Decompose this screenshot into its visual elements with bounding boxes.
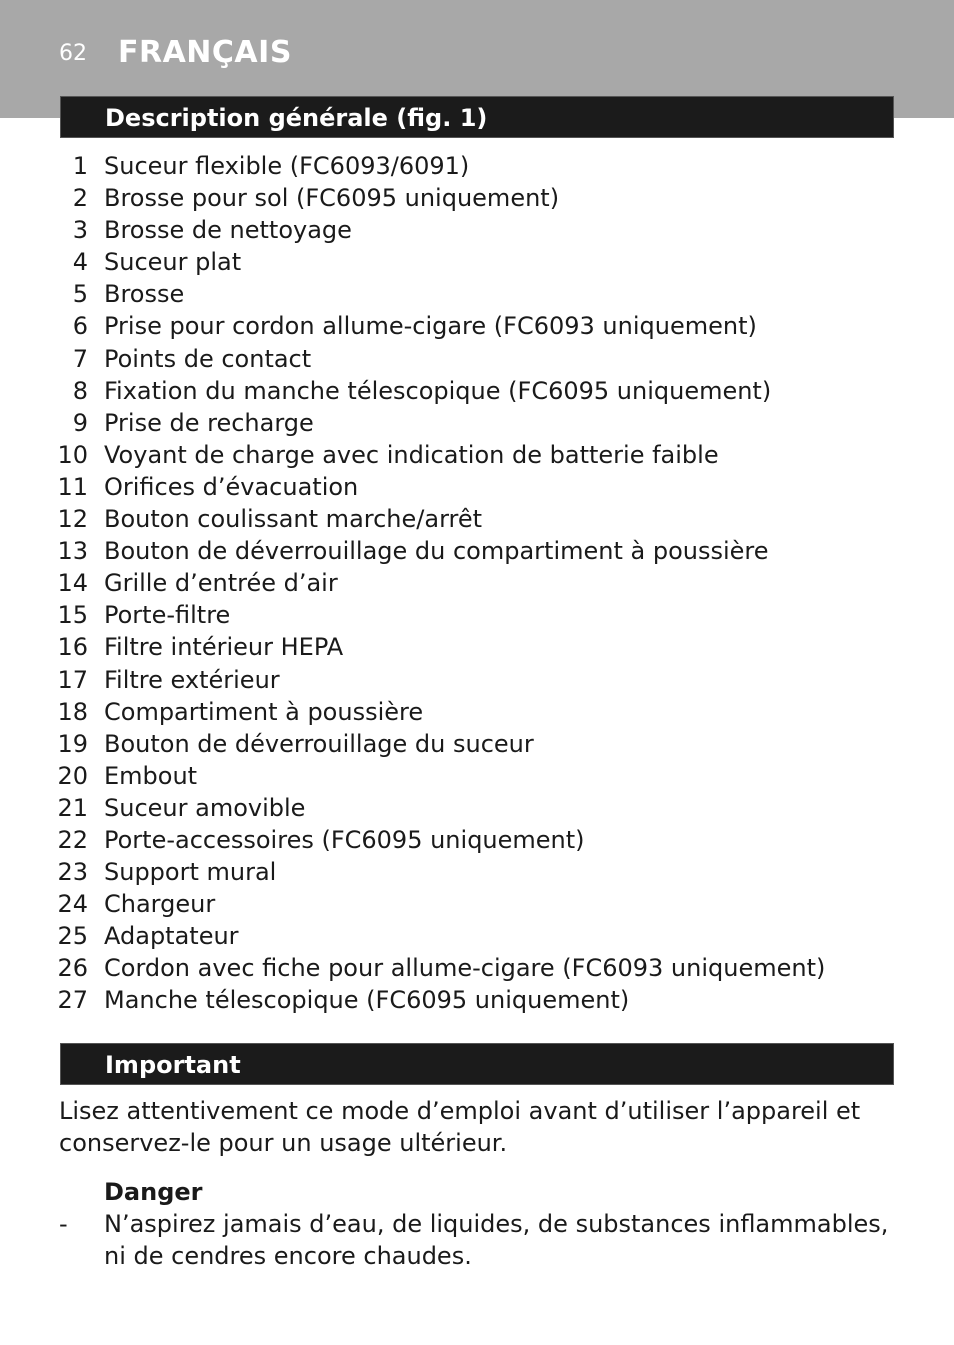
item-label: Prise pour cordon allume-cigare (FC6093 uniquement) (104, 312, 757, 341)
item-number: 25 (57, 922, 88, 951)
item-label: Bouton de déverrouillage du suceur (104, 729, 534, 758)
item-number: 15 (57, 601, 88, 630)
item-label: Bouton coulissant marche/arrêt (104, 505, 483, 534)
bullet-dash: - (59, 1210, 68, 1238)
item-number: 23 (57, 858, 88, 887)
item-number: 18 (57, 697, 88, 726)
item-label: Cordon avec fiche pour allume-cigare (FC6093 uniquement) (104, 954, 826, 983)
section-bar-description (60, 96, 894, 138)
list-item (0, 888, 954, 920)
section-title-important: Important (105, 1051, 241, 1079)
list-item (0, 728, 954, 760)
item-label: Suceur amovible (104, 793, 306, 822)
item-label: Suceur plat (104, 248, 242, 277)
item-number: 24 (57, 890, 88, 919)
item-number: 19 (57, 729, 88, 758)
item-number: 26 (57, 954, 88, 983)
item-label: Points de contact (104, 344, 312, 373)
item-number: 7 (72, 344, 88, 373)
item-number: 21 (57, 793, 88, 822)
parts-list (0, 150, 954, 1017)
item-number: 13 (57, 537, 88, 566)
list-item (0, 792, 954, 824)
language-heading: FRANÇAIS (118, 35, 292, 70)
list-item (0, 760, 954, 792)
item-label: Brosse pour sol (FC6095 uniquement) (104, 184, 560, 213)
item-label: Support mural (104, 858, 277, 887)
list-item (0, 471, 954, 503)
item-label: Orifices d’évacuation (104, 472, 359, 501)
item-number: 10 (57, 440, 88, 469)
item-number: 8 (72, 376, 88, 405)
list-item (0, 503, 954, 535)
item-label: Chargeur (104, 890, 216, 919)
list-item (0, 599, 954, 631)
list-item (0, 696, 954, 728)
list-item (0, 310, 954, 342)
item-label: Adaptateur (104, 922, 239, 951)
item-label: Fixation du manche télescopique (FC6095 uniquement) (104, 376, 772, 405)
list-item (0, 920, 954, 952)
list-item (0, 631, 954, 663)
item-number: 3 (72, 216, 88, 245)
item-label: Brosse de nettoyage (104, 216, 352, 245)
item-number: 11 (57, 472, 88, 501)
list-item (0, 984, 954, 1016)
item-number: 14 (57, 569, 88, 598)
item-label: Manche télescopique (FC6095 uniquement) (104, 986, 630, 1015)
item-label: Prise de recharge (104, 408, 314, 437)
item-label: Porte-filtre (104, 601, 231, 630)
item-number: 16 (57, 633, 88, 662)
item-number: 22 (57, 825, 88, 854)
item-label: Embout (104, 761, 198, 790)
item-number: 4 (72, 248, 88, 277)
list-item (0, 214, 954, 246)
list-item (0, 856, 954, 888)
item-number: 12 (57, 505, 88, 534)
item-label: Filtre extérieur (104, 665, 280, 694)
intro-paragraph: Lisez attentivement ce mode d’emploi avant d’utiliser l’appareil et conservez-le pour un usage ultérieur. (59, 1097, 861, 1157)
item-label: Suceur flexible (FC6093/6091) (104, 152, 470, 180)
page-number: 62 (59, 41, 87, 66)
list-item (0, 375, 954, 407)
item-number: 27 (57, 986, 88, 1015)
list-item (0, 278, 954, 310)
list-item (0, 439, 954, 471)
item-label: Compartiment à poussière (104, 697, 424, 726)
item-label: Grille d’entrée d’air (104, 569, 338, 598)
list-item (0, 246, 954, 278)
danger-bullet-text: N’aspirez jamais d’eau, de liquides, de substances inflammables, ni de cendres encore chaudes. (104, 1210, 889, 1270)
list-item (0, 407, 954, 439)
list-item (0, 952, 954, 984)
list-item (0, 664, 954, 696)
item-label: Porte-accessoires (FC6095 uniquement) (104, 825, 585, 854)
item-number: 5 (72, 280, 88, 309)
item-label: Bouton de déverrouillage du compartiment à poussière (104, 537, 769, 566)
item-number: 9 (72, 408, 88, 437)
item-number: 6 (72, 312, 88, 341)
item-number: 20 (57, 761, 88, 790)
item-label: Brosse (104, 280, 185, 309)
list-item (0, 567, 954, 599)
list-item (0, 182, 954, 214)
danger-heading: Danger (104, 1178, 203, 1206)
section-title-description: Description générale (fig. 1) (105, 104, 488, 132)
list-item (0, 535, 954, 567)
item-number: 2 (72, 184, 88, 213)
item-label: Filtre intérieur HEPA (104, 633, 344, 662)
list-item (0, 343, 954, 375)
item-number: 17 (57, 665, 88, 694)
list-item (0, 150, 954, 182)
list-item (0, 824, 954, 856)
item-label: Voyant de charge avec indication de batterie faible (104, 440, 719, 469)
item-number: 1 (72, 152, 88, 180)
section-bar-important (60, 1043, 894, 1085)
